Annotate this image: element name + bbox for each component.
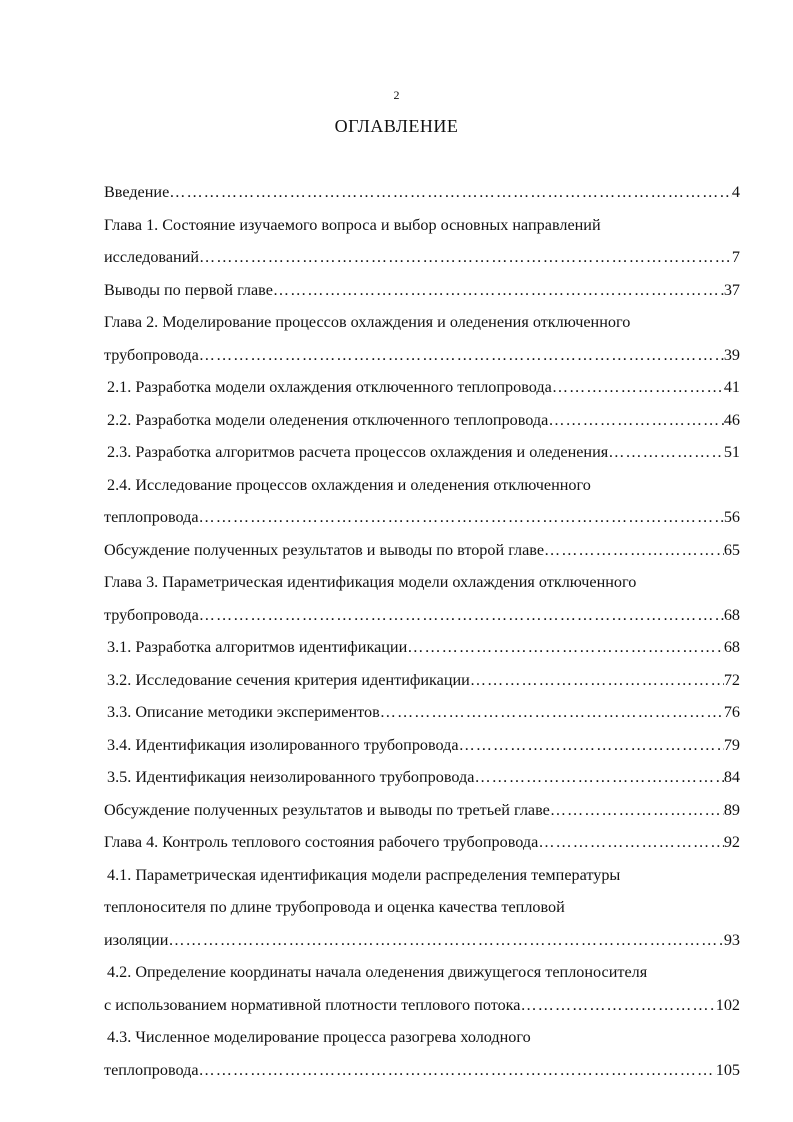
- toc-entry-text-line: теплоносителя по длине трубопровода и оценка качества тепловой: [104, 898, 565, 916]
- toc-entry-title: исследований: [104, 248, 200, 266]
- toc-leader-dots: [544, 534, 724, 567]
- table-of-contents: [104, 176, 740, 1086]
- toc-entry-title: Обсуждение полученных результатов и выводы по третьей главе: [104, 800, 550, 819]
- toc-leader-dots: [552, 371, 724, 404]
- toc-entry[interactable]: [104, 761, 740, 794]
- toc-entry-title: Введение: [104, 183, 170, 201]
- toc-entry[interactable]: [104, 241, 740, 274]
- toc-page-number: 65: [723, 540, 740, 559]
- toc-leader-dots: [169, 176, 732, 209]
- toc-leader-dots: [199, 339, 724, 372]
- toc-leader-dots: [470, 664, 724, 697]
- toc-entry[interactable]: [104, 534, 740, 567]
- toc-leader-dots: [380, 696, 724, 729]
- toc-page-number: 41: [723, 378, 740, 396]
- toc-entry[interactable]: [104, 729, 740, 762]
- toc-entry-title: Выводы по первой главе: [104, 280, 273, 299]
- toc-entry-title: 3.3. Описание методики экспериментов: [107, 703, 380, 721]
- toc-leader-dots: [168, 924, 723, 957]
- toc-leader-dots: [459, 729, 724, 762]
- toc-entry-title: теплопровода: [104, 508, 199, 526]
- toc-entry-text-line: Глава 3. Параметрическая идентификация модели охлаждения отключенного: [104, 573, 637, 591]
- toc-page-number: 93: [723, 930, 740, 949]
- toc-entry-text-line: 2.4. Исследование процессов охлаждения и оледенения отключенного: [107, 475, 591, 494]
- toc-leader-dots: [273, 274, 724, 307]
- toc-entry-title: изоляции: [104, 930, 169, 949]
- toc-entry[interactable]: [104, 664, 740, 697]
- toc-page-number: 68: [723, 638, 740, 656]
- toc-page-number: 84: [723, 768, 740, 786]
- toc-entry-title: трубопровода: [104, 605, 199, 624]
- toc-entry[interactable]: [104, 339, 740, 372]
- toc-entry-title: Обсуждение полученных результатов и выводы по второй главе: [104, 540, 545, 559]
- toc-entry-text-line: 4.3. Численное моделирование процесса разогрева холодного: [107, 1028, 531, 1046]
- toc-leader-dots: [199, 599, 724, 632]
- toc-page-number: 72: [723, 670, 740, 689]
- toc-entry-title: 2.1. Разработка модели охлаждения отключенного теплопровода: [107, 378, 552, 396]
- toc-leader-dots: [608, 436, 724, 469]
- toc-entry[interactable]: [104, 826, 740, 859]
- toc-entry[interactable]: [104, 924, 740, 957]
- toc-entry[interactable]: [104, 274, 740, 307]
- toc-leader-dots: [199, 1054, 716, 1087]
- toc-entry-title: с использованием нормативной плотности теплового потока: [104, 995, 521, 1014]
- toc-page-number: 92: [723, 833, 740, 851]
- toc-entry[interactable]: [104, 696, 740, 729]
- page-title: ОГЛАВЛЕНИЕ: [334, 116, 459, 136]
- toc-leader-dots: [474, 761, 723, 794]
- toc-entry[interactable]: [104, 989, 740, 1022]
- toc-entry[interactable]: [104, 794, 740, 827]
- toc-entry[interactable]: [104, 371, 740, 404]
- toc-page-number: 39: [723, 345, 740, 364]
- toc-page-number: 89: [723, 800, 740, 819]
- toc-entry[interactable]: [104, 176, 740, 209]
- toc-leader-dots: [538, 826, 724, 859]
- toc-page-number: 46: [723, 410, 740, 429]
- toc-page-number: 76: [723, 703, 740, 721]
- toc-entry-text-line: 4.1. Параметрическая идентификация модели распределения температуры: [107, 865, 621, 884]
- toc-leader-dots: [199, 241, 732, 274]
- toc-page-number: 79: [723, 735, 740, 754]
- toc-page-number: 56: [723, 508, 740, 526]
- toc-page-number: 105: [715, 1060, 740, 1079]
- toc-page-number: 102: [715, 995, 740, 1014]
- toc-entry-title: теплопровода: [104, 1060, 199, 1079]
- toc-page-number: 68: [723, 605, 740, 624]
- toc-entry[interactable]: [104, 436, 740, 469]
- toc-entry[interactable]: [104, 599, 740, 632]
- toc-entry-title: 3.4. Идентификация изолированного трубопровода: [107, 735, 459, 754]
- toc-leader-dots: [407, 631, 724, 664]
- toc-entry-title: 2.3. Разработка алгоритмов расчета процессов охлаждения и оледенения: [107, 443, 609, 461]
- page-number: 2: [393, 88, 400, 102]
- toc-entry-text-line: 4.2. Определение координаты начала оледенения движущегося теплоносителя: [107, 963, 648, 981]
- toc-entry-title: 3.2. Исследование сечения критерия идентификации: [107, 670, 470, 689]
- toc-entry-title: Глава 4. Контроль теплового состояния рабочего трубопровода: [104, 833, 539, 851]
- toc-leader-dots: [520, 989, 715, 1022]
- toc-page-number: 7: [731, 248, 740, 266]
- toc-page-number: 4: [731, 183, 740, 201]
- toc-page-number: 51: [723, 443, 740, 461]
- toc-leader-dots: [199, 501, 724, 534]
- toc-entry-title: 3.1. Разработка алгоритмов идентификации: [107, 638, 408, 656]
- toc-entry-text-line: Глава 2. Моделирование процессов охлаждения и оледенения отключенного: [104, 313, 631, 331]
- toc-entry[interactable]: [104, 501, 740, 534]
- toc-leader-dots: [550, 794, 724, 827]
- toc-entry[interactable]: [104, 404, 740, 437]
- toc-entry-title: 3.5. Идентификация неизолированного трубопровода: [107, 768, 475, 786]
- toc-page-number: 37: [723, 280, 740, 299]
- toc-entry[interactable]: [104, 1054, 740, 1087]
- toc-entry-title: трубопровода: [104, 345, 199, 364]
- toc-entry-title: 2.2. Разработка модели оледенения отключенного теплопровода: [107, 410, 549, 429]
- toc-entry[interactable]: [104, 631, 740, 664]
- toc-leader-dots: [548, 404, 723, 437]
- toc-entry-text-line: Глава 1. Состояние изучаемого вопроса и выбор основных направлений: [104, 215, 601, 234]
